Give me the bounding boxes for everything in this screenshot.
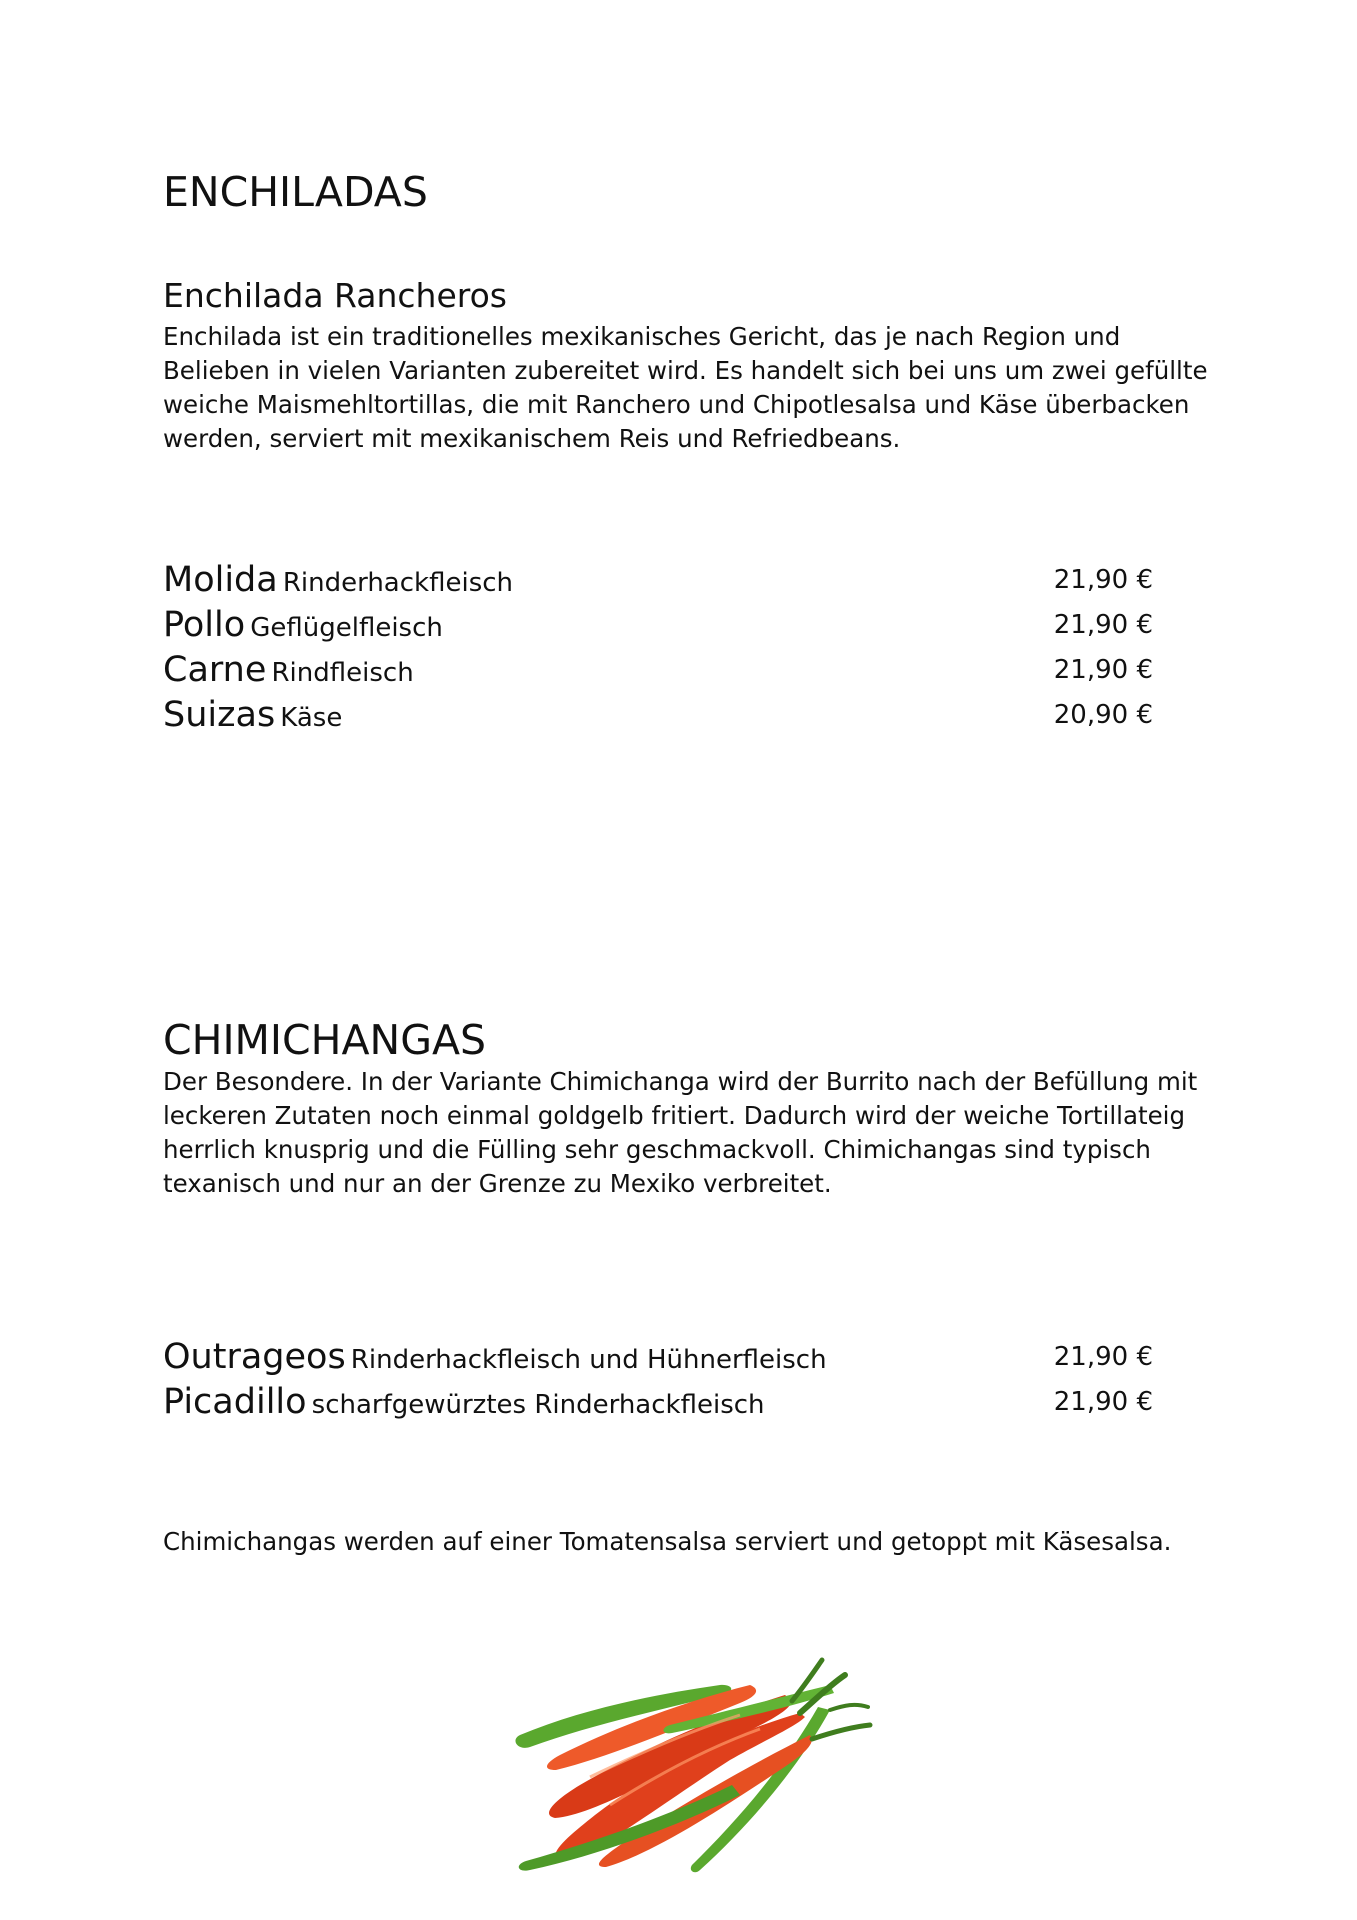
menu-item-carne: [163, 648, 1153, 693]
item-detail: scharfgewürztes Rinderhackfleisch: [311, 1390, 765, 1420]
item-price: 21,90 €: [1053, 565, 1153, 595]
menu-item-picadillo: [163, 1380, 1153, 1425]
enchilada-rancheros-subtitle: Enchilada Rancheros: [163, 276, 507, 315]
menu-item-suizas: [163, 693, 1153, 738]
item-detail: Geflügelfleisch: [250, 613, 443, 643]
chimichangas-title: CHIMICHANGAS: [163, 1016, 487, 1064]
item-name: Suizas: [163, 695, 276, 735]
item-price: 21,90 €: [1053, 610, 1153, 640]
menu-item-outrageos: [163, 1335, 1153, 1380]
item-price: 21,90 €: [1053, 1342, 1153, 1372]
menu-item-molida: [163, 558, 1153, 603]
chili-peppers-icon: [500, 1655, 880, 1885]
item-name: Outrageos: [163, 1337, 346, 1377]
item-name: Picadillo: [163, 1382, 307, 1422]
enchiladas-menu-list: [163, 558, 1153, 738]
chimichangas-menu-list: [163, 1335, 1153, 1425]
item-price: 21,90 €: [1053, 1387, 1153, 1417]
enchiladas-description: Enchilada ist ein traditionelles mexikanisches Gericht, das je nach Region und Belieben in vielen Varianten zubereitet wird. Es handelt sich bei uns um zwei gefüllte weiche Maismehltortillas, die mit Ranchero und Chipotlesalsa und Käse überbacken werden, serviert mit mexikanischem Reis und Refriedbeans.: [163, 322, 1208, 453]
chimichangas-serving-note: Chimichangas werden auf einer Tomatensalsa serviert und getoppt mit Käsesalsa.: [163, 1527, 1172, 1556]
item-name: Molida: [163, 560, 278, 600]
item-detail: Käse: [280, 703, 343, 733]
item-price: 20,90 €: [1053, 700, 1153, 730]
item-price: 21,90 €: [1053, 655, 1153, 685]
item-name: Carne: [163, 650, 267, 690]
item-detail: Rinderhackfleisch und Hühnerfleisch: [350, 1345, 827, 1375]
item-detail: Rindfleisch: [271, 658, 414, 688]
item-detail: Rinderhackfleisch: [282, 568, 514, 598]
menu-item-pollo: [163, 603, 1153, 648]
enchiladas-title: ENCHILADAS: [163, 168, 428, 216]
chimichangas-description: Der Besondere. In der Variante Chimichanga wird der Burrito nach der Befüllung mit leckeren Zutaten noch einmal goldgelb fritiert. Dadurch wird der weiche Tortillateig herrlich knusprig und die Fülling sehr geschmackvoll. Chimichangas sind typisch texanisch und nur an der Grenze zu Mexiko verbreitet.: [163, 1067, 1198, 1198]
item-name: Pollo: [163, 605, 246, 645]
